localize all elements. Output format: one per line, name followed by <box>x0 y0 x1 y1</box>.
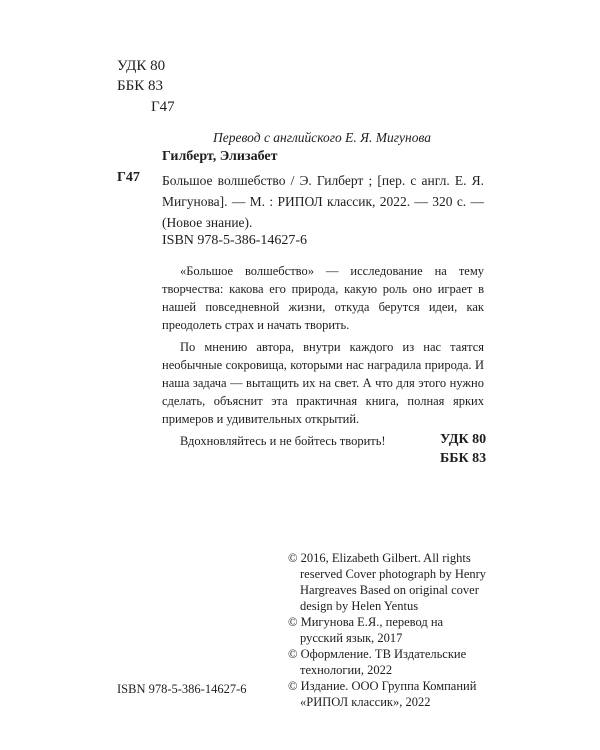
author-code: Г47 <box>117 170 140 185</box>
annotation-paragraph: «Большое волшебство» — исследование на тему творчества: какова его природа, какую роль оно играет в нашей повседневной жизни, откуда берутся идеи, как преодолеть страх и начать творить. <box>162 264 484 332</box>
isbn-bottom: ISBN 978-5-386-14627-6 <box>117 682 247 696</box>
author-heading: Гилберт, Элизабет <box>162 149 278 164</box>
copyright-line: © Оформление. ТВ Издательские технологии, 2022 <box>288 647 467 677</box>
copyright-line: © 2016, Elizabeth Gilbert. All rights reserved Cover photograph by Henry Hargreaves Based on original cover design by Helen Yentus <box>288 551 487 613</box>
copyright-line: © Мигунова Е.Я., перевод на русский язык, 2017 <box>288 615 444 645</box>
isbn-main: ISBN 978-5-386-14627-6 <box>162 233 308 248</box>
author-code-top: Г47 <box>151 99 175 115</box>
udk-code-bottom: УДК 80 <box>440 432 487 447</box>
copyright-line: © Издание. ООО Группа Компаний «РИПОЛ классик», 2022 <box>288 679 477 709</box>
translator-note: Перевод с английского Е. Я. Мигунова <box>213 130 432 145</box>
bbk-code-top: ББК 83 <box>117 78 163 94</box>
udk-code-top: УДК 80 <box>117 58 166 74</box>
annotation <box>162 262 487 450</box>
annotation-paragraph: Вдохновляйтесь и не бойтесь творить! <box>180 434 386 448</box>
annotation-paragraph: По мнению автора, внутри каждого из нас таятся необычные сокровища, которыми нас наградила природа. И наша задача — вытащить их на свет. А что для этого нужно сделать, объяснит эта практичная книга, полная ярких примеров и удивительных открытий. <box>162 340 484 426</box>
bbk-code-bottom: ББК 83 <box>440 451 487 466</box>
copyright-block <box>288 550 488 710</box>
bibliographic-description: Большое волшебство / Э. Гилберт ; [пер. с англ. Е. Я. Мигунова]. — М. : РИПОЛ классик, 2022. — 320 с. — (Новое знание). <box>162 173 484 230</box>
